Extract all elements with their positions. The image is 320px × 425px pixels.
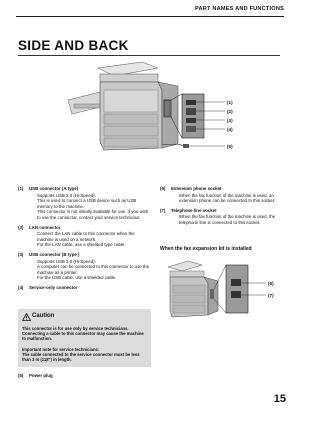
right-column bbox=[160, 186, 286, 230]
item-text: When the fax function of the machine is used, the telephone line is connected to this socket. bbox=[179, 214, 276, 225]
callout-4: (4) bbox=[227, 127, 233, 132]
item-heading: Power plug bbox=[29, 373, 53, 378]
item-number: (6) bbox=[160, 186, 166, 191]
item-5 bbox=[18, 373, 152, 379]
item-heading: USB connector (A type) bbox=[29, 186, 79, 191]
caution-title: Caution bbox=[32, 313, 55, 319]
item-heading: Extension phone socket bbox=[171, 186, 222, 191]
warning-triangle-icon bbox=[22, 313, 31, 321]
item-extension-phone bbox=[160, 186, 286, 204]
item-text: Supports USB 2.0 (Hi-Speed). A computer can be connected to this connector to use the machine as a printer. For the USB cable, use a shielded cable. bbox=[37, 258, 150, 281]
item-usb-b bbox=[18, 252, 152, 281]
item-service-connector bbox=[18, 285, 152, 291]
item-heading: Service-only connector bbox=[29, 284, 78, 290]
item-number: (1) bbox=[18, 186, 24, 191]
callout-7: (7) bbox=[268, 293, 274, 298]
caution-paragraph: Important note for service technicians: The cable connected to the service connector must be less than 3 m (118") in length. bbox=[22, 346, 140, 363]
item-heading: Telephone line socket bbox=[171, 207, 217, 213]
callout-5: (5) bbox=[227, 144, 233, 149]
left-column bbox=[18, 186, 152, 295]
item-number: (5) bbox=[18, 373, 24, 378]
item-number: (7) bbox=[160, 207, 166, 213]
fax-kit-illustration bbox=[162, 255, 284, 321]
item-heading: LAN connector bbox=[29, 224, 61, 230]
callout-2: (2) bbox=[227, 109, 233, 114]
callout-3: (3) bbox=[227, 118, 233, 123]
item-text: Connect the LAN cable to this connector when the machine is used on a network. For the LAN cable, use a shielded type cable. bbox=[37, 231, 135, 248]
caution-paragraph: This connector is for use only by service technicians. Connecting a cable to this connector may cause the machine to malfunction. bbox=[22, 326, 144, 342]
callout-6: (6) bbox=[268, 281, 274, 286]
item-number: (2) bbox=[18, 224, 24, 230]
header-rule bbox=[16, 16, 284, 17]
caution-body bbox=[22, 326, 148, 367]
machine-side-back-illustration bbox=[60, 60, 280, 155]
page-number: 15 bbox=[273, 393, 286, 405]
item-lan bbox=[18, 225, 152, 248]
running-header: PART NAMES AND FUNCTIONS bbox=[194, 6, 284, 12]
caution-box bbox=[18, 309, 151, 367]
fax-section-heading: When the fax expansion kit is installed bbox=[160, 246, 252, 252]
callout-1: (1) bbox=[227, 100, 233, 105]
item-text: When the fax function of the machine is used, an extension phone can be connected to this socket. bbox=[179, 192, 276, 204]
item-power-plug bbox=[18, 373, 152, 383]
item-heading: USB connector (B type ) bbox=[29, 251, 80, 257]
item-telephone-line bbox=[160, 208, 286, 226]
item-number: (3) bbox=[18, 251, 24, 257]
title-rule bbox=[18, 55, 280, 56]
item-text: Supports USB 2.0 (Hi-Speed). This is used to connect a USB device such as USB memory to the machine. This connector is not initially available for use. If you wish to use the connector, contact your service technician. bbox=[37, 192, 149, 220]
page-title: SIDE AND BACK bbox=[18, 38, 129, 53]
item-number: (4) bbox=[18, 284, 24, 290]
item-usb-a bbox=[18, 186, 152, 221]
